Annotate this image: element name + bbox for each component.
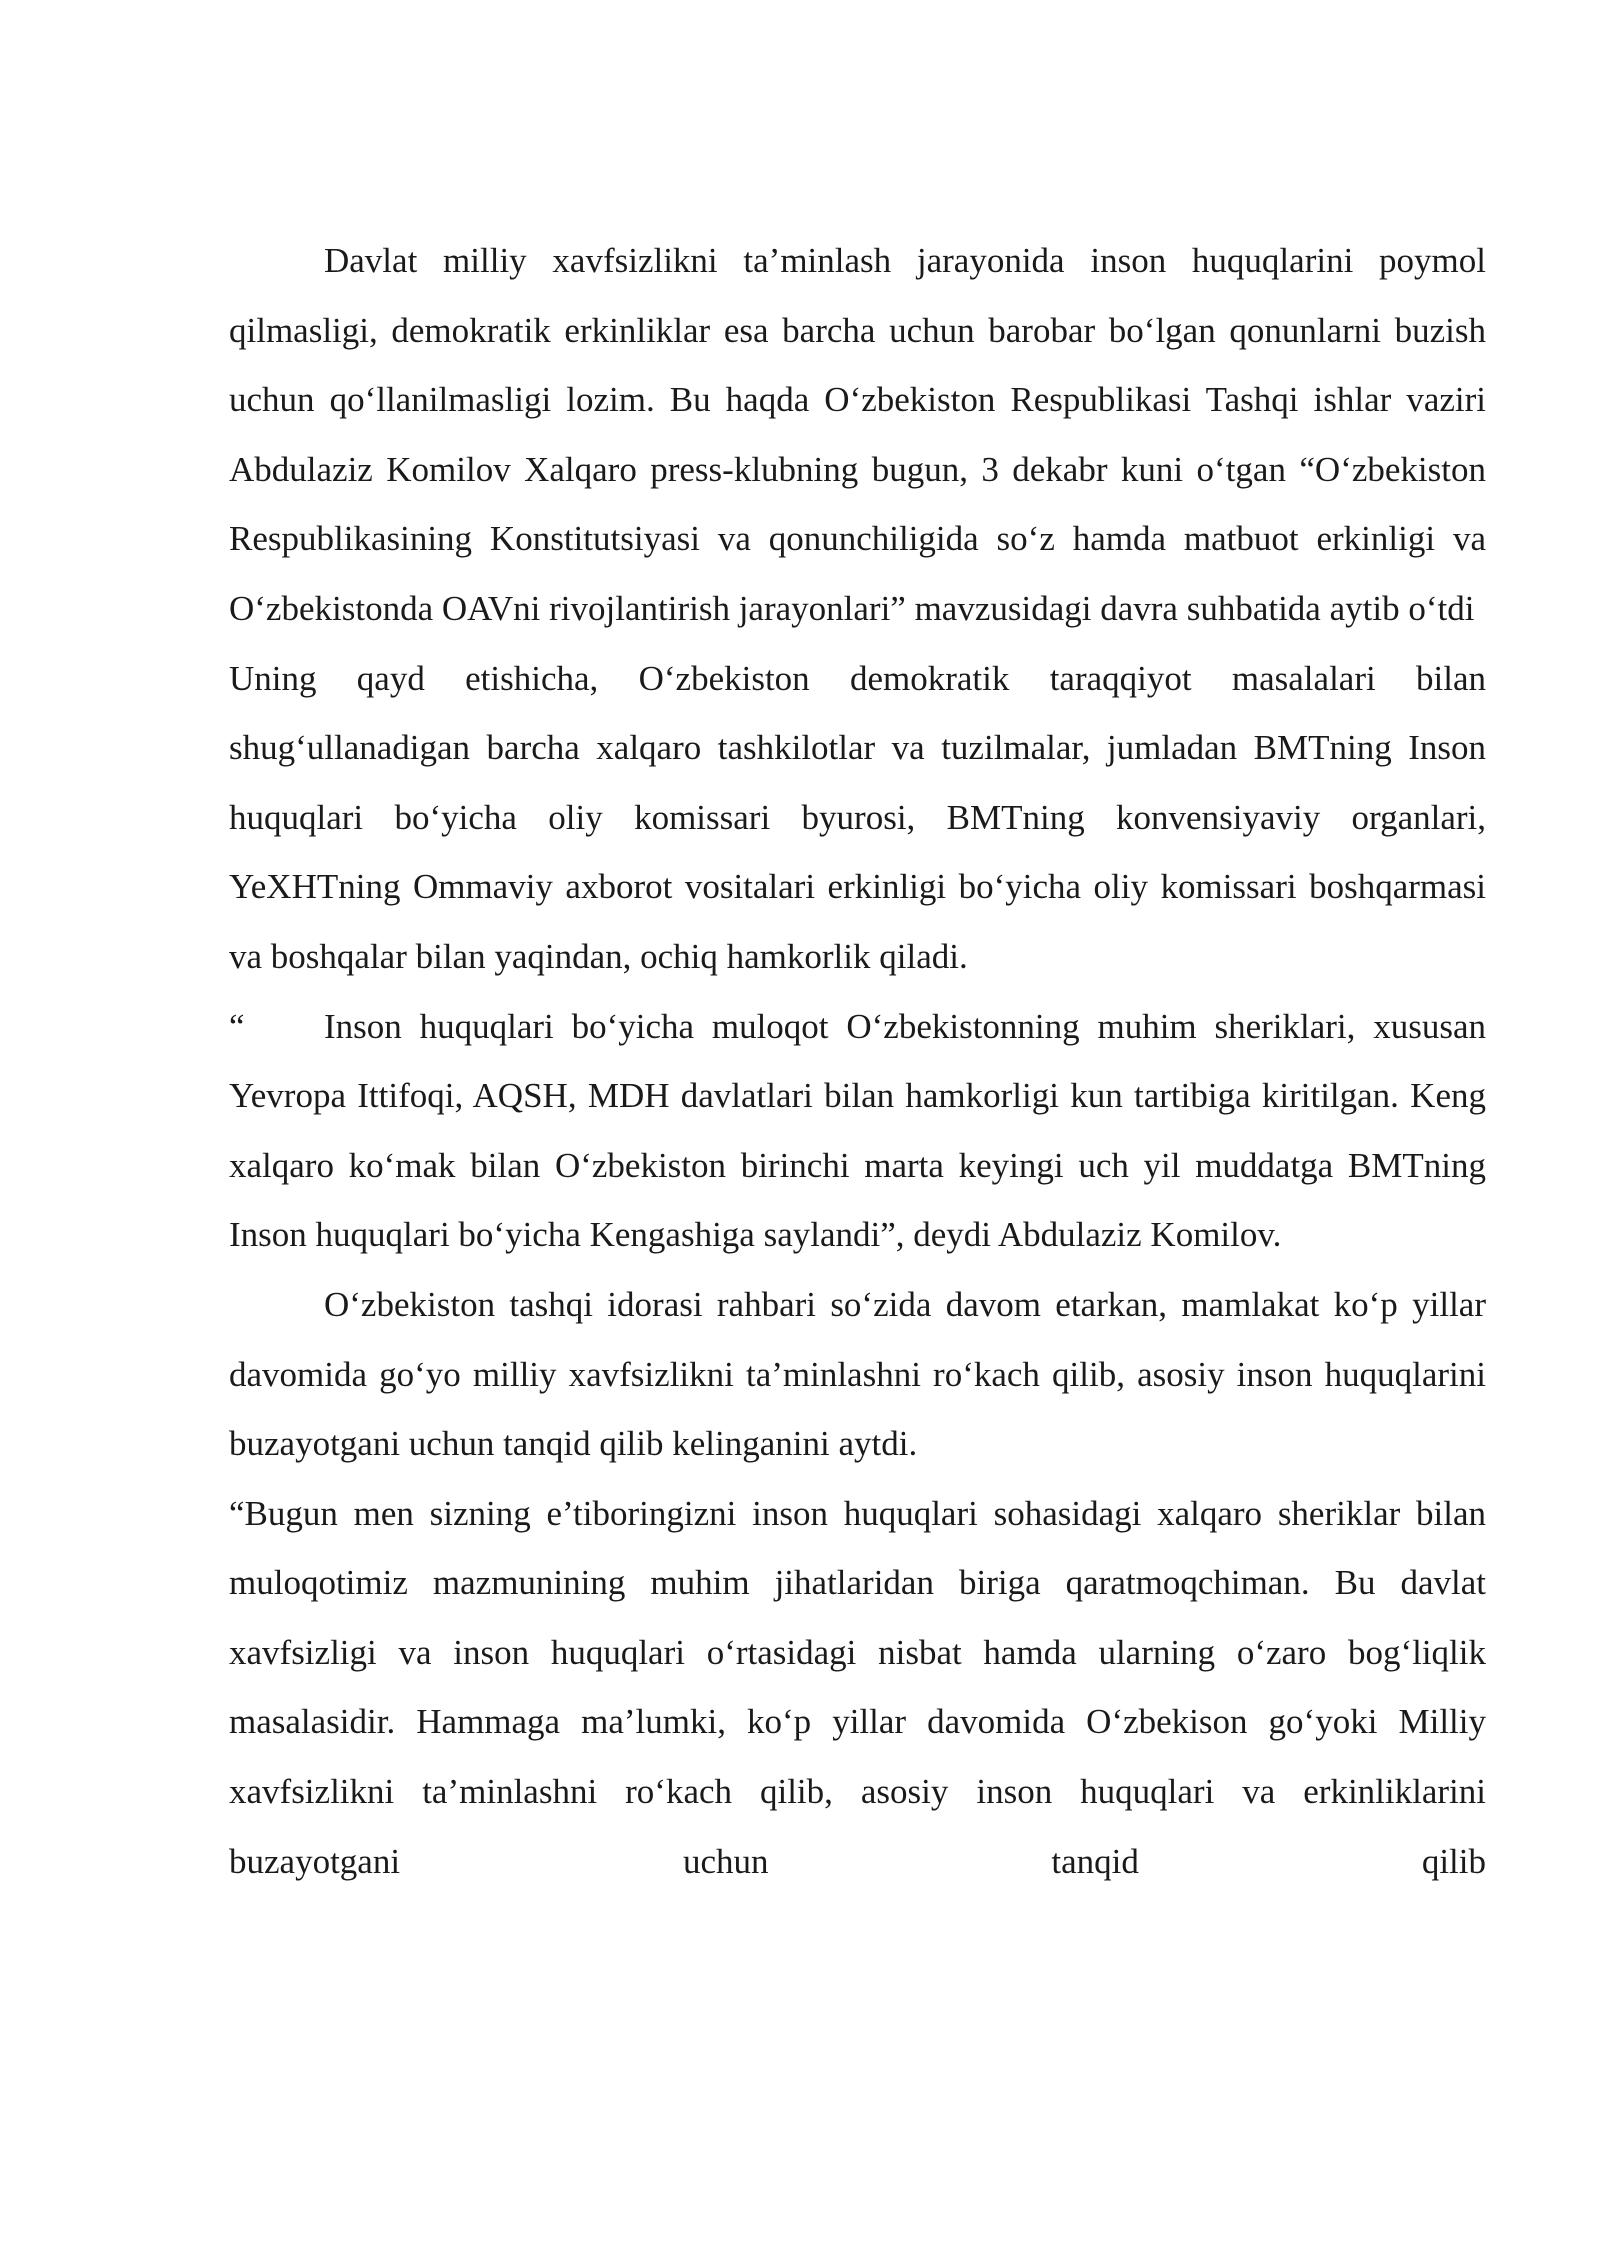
opening-quote-mark: “ — [229, 1006, 245, 1046]
paragraph-2: Uning qayd etishicha, O‘zbekiston demokratik taraqqiyot masalalari bilan shug‘ullanadigan barcha xalqaro tashkilotlar va tuzilmalar, jumladan BMTning Inson huquqlari bo‘yicha oliy komissari byurosi, BMTning konvensiyaviy organlari, YeXHTning Ommaviy axborot vositalari erkinligi bo‘yicha oliy komissari boshqarmasi va boshqalar bilan yaqindan, ochiq hamkorlik qiladi. — [229, 658, 1486, 976]
paragraph-1: Davlat milliy xavfsizlikni ta’minlash jarayonida inson huquqlarini poymol qilmasligi, demokratik erkinliklar esa barcha uchun barobar bo‘lgan qonunlarni buzish uchun qo‘llanilmasligi lozim. Bu haqda O‘zbekiston Respublikasi Tashqi ishlar vaziri Abdulaziz Komilov Xalqaro press-klubning bugun, 3 dekabr kuni o‘tgan “O‘zbekiston Respublikasining Konstitutsiyasi va qonunchiligida so‘z hamda matbuot erkinligi va O‘zbekistonda OAVni rivojlantirish jarayonlari” mavzusidagi davra suhbatida aytib o‘tdi — [229, 241, 1486, 628]
paragraph-3-text: Inson huquqlari bo‘yicha muloqot O‘zbekistonning muhim sheriklari, xususan Yevropa Ittifoqi, AQSH, MDH davlatlari bilan hamkorligi kun tartibiga kiritilgan. Keng xalqaro ko‘mak bilan O‘zbekiston birinchi marta keyingi uch yil muddatga BMTning Inson huquqlari bo‘yicha Kengashiga saylandi”, deydi Abdulaziz Komilov. — [229, 1006, 1486, 1255]
paragraph-3 — [229, 992, 1486, 1270]
paragraph-5: “Bugun men sizning e’tiboringizni inson huquqlari sohasidagi xalqaro sheriklar bilan muloqotimiz mazmunining muhim jihatlaridan biriga qaratmoqchiman. Bu davlat xavfsizligi va inson huquqlari o‘rtasidagi nisbat hamda ularning o‘zaro bog‘liqlik masalasidir. Hammaga ma’lumki, ko‘p yillar davomida O‘zbekison go‘yoki Milliy xavfsizlikni ta’minlashni ro‘kach qilib, asosiy inson huquqlari va erkinliklarini buzayotgani uchun tanqid qilib — [229, 1493, 1486, 1881]
document-body — [229, 226, 1486, 1896]
paragraph-4: O‘zbekiston tashqi idorasi rahbari so‘zida davom etarkan, mamlakat ko‘p yillar davomida go‘yo milliy xavfsizlikni ta’minlashni ro‘kach qilib, asosiy inson huquqlarini buzayotgani uchun tanqid qilib kelinganini aytdi. — [229, 1284, 1486, 1464]
